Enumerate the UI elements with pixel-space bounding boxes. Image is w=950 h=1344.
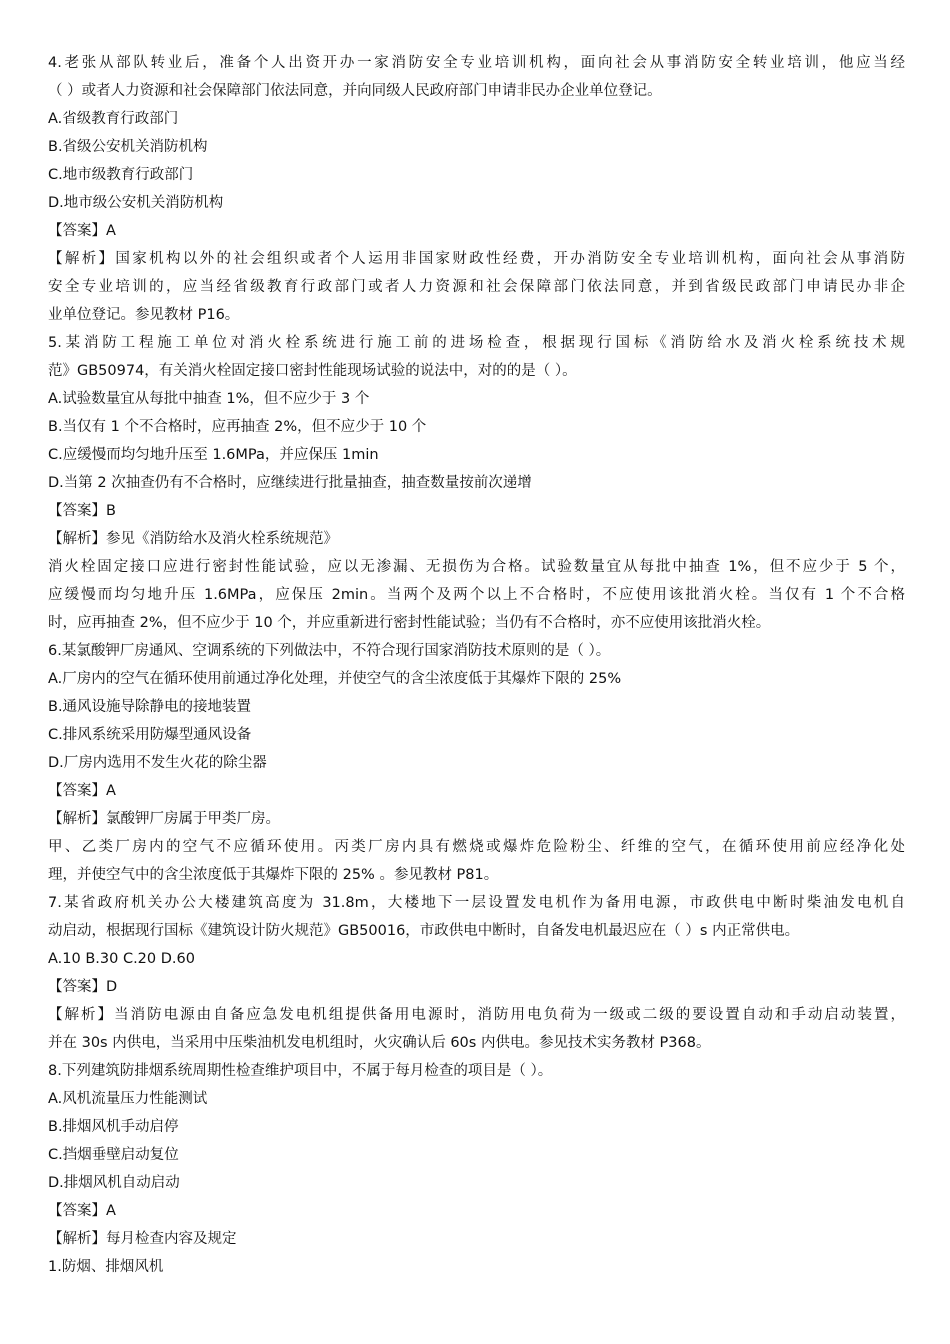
text-line: D.地市级公安机关消防机构 xyxy=(48,195,224,211)
text-line: 【解析】当消防电源由自备应急发电机组提供备用电源时，消防用电负荷为一级或二级的要设置自动和手动启动装置， xyxy=(48,1007,905,1023)
text-line: 动启动，根据现行国标《建筑设计防火规范》GB50016，市政供电中断时，自备发电机最迟应在（ ）s 内正常供电。 xyxy=(48,923,800,939)
text-line: 甲、乙类厂房内的空气不应循环使用。丙类厂房内具有燃烧或爆炸危险粉尘、纤维的空气，在循环使用前应经净化处 xyxy=(48,839,905,855)
text-line: B.省级公安机关消防机构 xyxy=(48,139,208,155)
text-line: 【解析】每月检查内容及规定 xyxy=(48,1231,237,1247)
text-line: C.应缓慢而均匀地升压至 1.6MPa，并应保压 1min xyxy=(48,447,379,463)
text-line: 消火栓固定接口应进行密封性能试验，应以无渗漏、无损伤为合格。试验数量宜从每批中抽查 1%，但不应少于 5 个， xyxy=(48,559,905,575)
text-line: 【答案】A xyxy=(48,783,116,799)
text-line: 6.某氯酸钾厂房通风、空调系统的下列做法中，不符合现行国家消防技术原则的是（ ）。 xyxy=(48,643,611,659)
text-line: 并在 30s 内供电，当采用中压柴油机发电机组时，火灾确认后 60s 内供电。参见技术实务教材 P368。 xyxy=(48,1035,711,1051)
text-line: C.挡烟垂壁启动复位 xyxy=(48,1147,179,1163)
text-line: 【答案】A xyxy=(48,223,116,239)
text-line: B.通风设施导除静电的接地装置 xyxy=(48,699,252,715)
text-line: 7.某省政府机关办公大楼建筑高度为 31.8m，大楼地下一层设置发电机作为备用电源，市政供电中断时柴油发电机自 xyxy=(48,895,905,911)
text-line: 1.防烟、排烟风机 xyxy=(48,1259,164,1275)
text-line: A.风机流量压力性能测试 xyxy=(48,1091,208,1107)
text-line: 【答案】B xyxy=(48,503,116,519)
text-line: D.厂房内选用不发生火花的除尘器 xyxy=(48,755,267,771)
text-line: 5.某消防工程施工单位对消火栓系统进行施工前的进场检查，根据现行国标《消防给水及消火栓系统技术规 xyxy=(48,335,905,351)
text-line: C.排风系统采用防爆型通风设备 xyxy=(48,727,252,743)
text-line: C.地市级教育行政部门 xyxy=(48,167,194,183)
text-line: 时，应再抽查 2%，但不应少于 10 个，并应重新进行密封性能试验；当仍有不合格时，亦不应使用该批消火栓。 xyxy=(48,615,771,631)
text-line: 4.老张从部队转业后，准备个人出资开办一家消防安全专业培训机构，面向社会从事消防安全转业培训，他应当经 xyxy=(48,55,905,71)
text-line: （ ）或者人力资源和社会保障部门依法同意，并向同级人民政府部门申请非民办企业单位登记。 xyxy=(48,83,662,99)
text-line: 【解析】国家机构以外的社会组织或者个人运用非国家财政性经费，开办消防安全专业培训机构，面向社会从事消防 xyxy=(48,251,905,267)
text-line: 应缓慢而均匀地升压 1.6MPa，应保压 2min。当两个及两个以上不合格时，不应使用该批消火栓。当仅有 1 个不合格 xyxy=(48,587,905,603)
text-line: 【解析】氯酸钾厂房属于甲类厂房。 xyxy=(48,811,280,827)
text-line: 8.下列建筑防排烟系统周期性检查维护项目中，不属于每月检查的项目是（ ）。 xyxy=(48,1063,553,1079)
text-line: 【答案】A xyxy=(48,1203,116,1219)
document-body xyxy=(48,49,905,1281)
text-line: B.排烟风机手动启停 xyxy=(48,1119,179,1135)
text-line: 【答案】D xyxy=(48,979,118,995)
text-line: 安全专业培训的，应当经省级教育行政部门或者人力资源和社会保障部门依法同意，并到省级民政部门申请民办非企 xyxy=(48,279,905,295)
text-line: A.10 B.30 C.20 D.60 xyxy=(48,951,195,967)
text-line: A.省级教育行政部门 xyxy=(48,111,179,127)
text-line: 理，并使空气中的含尘浓度低于其爆炸下限的 25% 。参见教材 P81。 xyxy=(48,867,499,883)
text-line: B.当仅有 1 个不合格时，应再抽查 2%，但不应少于 10 个 xyxy=(48,419,427,435)
text-line: A.厂房内的空气在循环使用前通过净化处理，并使空气的含尘浓度低于其爆炸下限的 25% xyxy=(48,671,622,687)
text-line: D.排烟风机自动启动 xyxy=(48,1175,180,1191)
text-line: 【解析】参见《消防给水及消火栓系统规范》 xyxy=(48,531,338,547)
text-line: D.当第 2 次抽查仍有不合格时，应继续进行批量抽查，抽查数量按前次递增 xyxy=(48,475,532,491)
text-line: 范》GB50974，有关消火栓固定接口密封性能现场试验的说法中，对的的是（ ）。 xyxy=(48,363,577,379)
text-line: 业单位登记。参见教材 P16。 xyxy=(48,307,240,323)
text-line: A.试验数量宜从每批中抽查 1%，但不应少于 3 个 xyxy=(48,391,370,407)
